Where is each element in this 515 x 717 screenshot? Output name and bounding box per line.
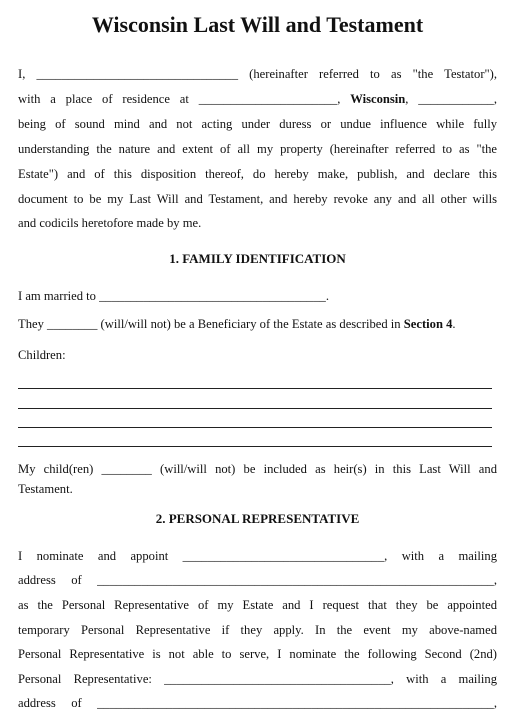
- rep-line-5: Personal Representative is not able to serve, I nominate the following Second (2nd): [18, 647, 497, 661]
- married-line: I am married to ____________________________________.: [18, 289, 329, 303]
- children-blank-4: [18, 446, 492, 447]
- children-blank-1: [18, 388, 492, 389]
- rep-line-2: address of _______________________________________________________________,: [18, 573, 497, 587]
- beneficiary-end: .: [452, 317, 456, 331]
- residence-text: with a place of residence at ______________________,: [18, 92, 341, 106]
- residence-county: , ____________,: [405, 92, 497, 106]
- rep-line-3: as the Personal Representative of my Estate and I request that they be appointed: [18, 598, 497, 612]
- children-label: Children:: [18, 348, 66, 362]
- beneficiary-line: [18, 316, 497, 332]
- intro-line-6: document to be my Last Will and Testament, and hereby revoke any and all other wills: [18, 192, 497, 206]
- intro-line-3: being of sound mind and not acting under duress or undue influence while fully: [18, 117, 497, 131]
- heir-line-1: My child(ren) ________ (will/will not) be included as heir(s) in this Last Will and: [18, 462, 497, 476]
- children-blank-2: [18, 408, 492, 409]
- intro-line-4: understanding the nature and extent of all my property (hereinafter referred to as "the: [18, 142, 497, 156]
- children-blank-3: [18, 427, 492, 428]
- rep-line-6: Personal Representative: ____________________________________, with a mailing: [18, 672, 497, 686]
- intro-line-5: Estate") and of this disposition thereof, do hereby make, publish, and declare this: [18, 167, 497, 181]
- rep-line-7: address of _______________________________________________________________,: [18, 696, 497, 710]
- state-name: Wisconsin: [350, 92, 406, 106]
- section-2-heading: 2. PERSONAL REPRESENTATIVE: [155, 511, 360, 526]
- intro-line-1: I, ________________________________ (hereinafter referred to as "the Testator"),: [18, 67, 497, 81]
- rep-line-4: temporary Personal Representative if they apply. In the event my above-named: [18, 623, 497, 637]
- intro-line-7: and codicils heretofore made by me.: [18, 216, 202, 230]
- intro-line-2: [18, 91, 497, 107]
- document-title: Wisconsin Last Will and Testament: [91, 12, 424, 37]
- section-4-reference: Section 4: [403, 317, 453, 331]
- heir-line-2: Testament.: [18, 482, 73, 496]
- section-1-heading: 1. FAMILY IDENTIFICATION: [169, 251, 346, 266]
- beneficiary-text: They ________ (will/will not) be a Beneficiary of the Estate as described in: [18, 317, 401, 331]
- rep-line-1: I nominate and appoint ________________________________, with a mailing: [18, 549, 497, 563]
